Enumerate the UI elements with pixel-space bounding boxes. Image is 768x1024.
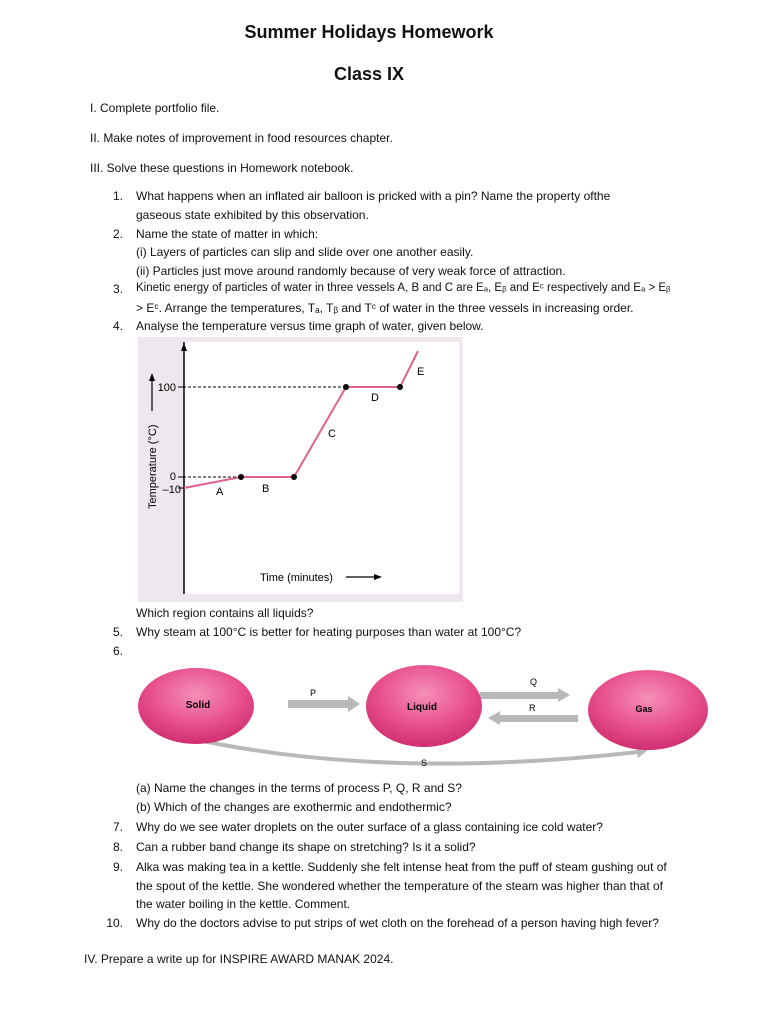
q9-line-2: the spout of the kettle. She wondered whether the temperature of the steam was higher than that of: [136, 879, 663, 893]
tick-100: 100: [157, 382, 176, 394]
region-e-label: E: [417, 366, 425, 378]
region-a-label: A: [216, 486, 224, 498]
gas-label: Gas: [635, 704, 653, 714]
q5-line-1: Why steam at 100°C is better for heating purposes than water at 100°C?: [136, 625, 522, 639]
q7-number: 7.: [112, 820, 123, 834]
region-c-label: C: [328, 428, 336, 440]
q4-number: 4.: [112, 319, 123, 333]
q2-line-2: (i) Layers of particles can slip and slide over one another easily.: [136, 245, 474, 259]
q1-number: 1.: [112, 189, 123, 203]
class-title: Class IX: [333, 64, 405, 84]
q5-number: 5.: [112, 625, 123, 639]
q9-line-1: Alka was making tea in a kettle. Suddenly she felt intense heat from the puff of steam gushing out of: [136, 860, 667, 874]
q2-number: 2.: [112, 227, 123, 241]
q8-line-1: Can a rubber band change its shape on stretching? Is it a solid?: [136, 840, 476, 854]
tick-0: 0: [169, 471, 176, 483]
x-axis-label: Time (minutes): [260, 572, 333, 584]
q1-line-1: What happens when an inflated air balloon is pricked with a pin? Name the property ofthe: [136, 189, 611, 203]
region-b-label: B: [262, 483, 270, 495]
q3-line-1: Kinetic energy of particles of water in three vessels A, B and C are Eₐ, Eᵦ and Eᶜ respectively and Eₐ > Eᵦ: [136, 282, 671, 294]
q9-line-3: the water boiling in the kettle. Comment.: [136, 897, 351, 911]
q4-line-1: Analyse the temperature versus time graph of water, given below.: [136, 319, 484, 333]
liquid-label: Liquid: [407, 702, 437, 713]
section-4: IV. Prepare a write up for INSPIRE AWARD MANAK 2024.: [84, 952, 394, 966]
states-of-matter-diagram: [138, 660, 710, 778]
process-r-label: R: [529, 703, 536, 713]
temperature-graph: [138, 337, 463, 602]
q8-number: 8.: [112, 840, 123, 854]
q7-line-1: Why do we see water droplets on the outer surface of a glass containing ice cold water?: [136, 820, 603, 834]
y-axis-label: Temperature (°C): [147, 424, 159, 509]
region-d-label: D: [371, 392, 379, 404]
q2-line-1: Name the state of matter in which:: [136, 227, 319, 241]
page-title: Summer Holidays Homework: [244, 22, 494, 42]
q2-line-3: (ii) Particles just move around randomly because of very weak force of attraction.: [136, 264, 566, 278]
process-q-label: Q: [530, 677, 538, 687]
q6-part-b: (b) Which of the changes are exothermic and endothermic?: [136, 800, 452, 814]
process-p-label: P: [310, 688, 317, 698]
q3-line-2: > Eᶜ. Arrange the temperatures, Tₐ, Tᵦ and Tᶜ of water in the three vessels in increasing order.: [136, 301, 634, 315]
tick-minus-10: –10: [162, 484, 181, 496]
solid-label: Solid: [185, 700, 211, 711]
section-3: III. Solve these questions in Homework notebook.: [90, 161, 354, 175]
q10-number: 10.: [106, 916, 123, 930]
section-2: II. Make notes of improvement in food resources chapter.: [90, 131, 393, 145]
q4-followup: Which region contains all liquids?: [136, 606, 314, 620]
process-s-label: S: [421, 758, 428, 768]
section-1: I. Complete portfolio file.: [90, 101, 220, 115]
q6-part-a: (a) Name the changes in the terms of process P, Q, R and S?: [136, 781, 462, 795]
q9-number: 9.: [112, 860, 123, 874]
q1-line-2: gaseous state exhibited by this observation.: [136, 208, 369, 222]
q6-number: 6.: [112, 644, 123, 658]
q10-line-1: Why do the doctors advise to put strips of wet cloth on the forehead of a person having high fever?: [136, 916, 659, 930]
q3-number: 3.: [112, 282, 123, 296]
